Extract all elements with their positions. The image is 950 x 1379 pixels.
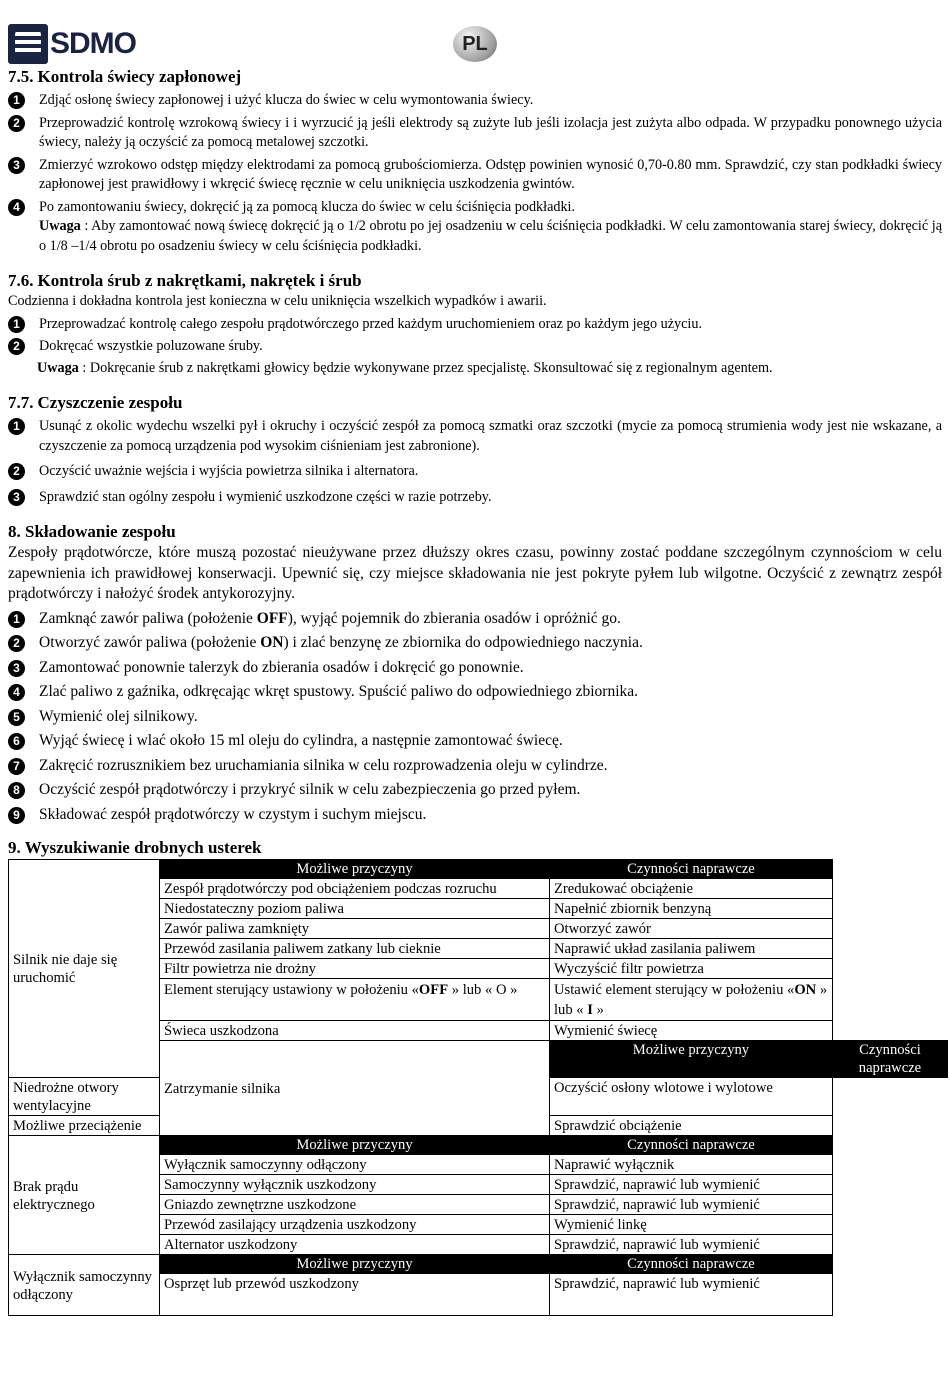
page-header: [0, 0, 950, 70]
number-bullet-icon: 5: [8, 707, 39, 728]
number-bullet-icon: 2: [8, 633, 39, 654]
table-header-row: Zatrzymanie silnika Możliwe przyczyny Czynności naprawcze: [9, 1041, 948, 1078]
document-body: [8, 66, 942, 1316]
number-bullet-icon: 7: [8, 756, 39, 777]
column-header-action: Czynności naprawcze: [550, 860, 833, 879]
list-item: 2 Przeprowadzić kontrolę wzrokową świecy i i wyrzucić ją jeśli elektrody są zużyte lub jeśli izolacja jest zużyta albo odpada. W przypadku ponownego użycia świecy, należy ją oczyścić za pomocą metalowej szczotki.: [8, 114, 942, 153]
list-item: 2 Oczyścić uważnie wejścia i wyjścia powietrza silnika i alternatora.: [8, 462, 942, 482]
list-item: 8 Oczyścić zespół prądotwórczy i przykryć silnik w celu zabezpieczenia go przed pyłem.: [8, 780, 942, 801]
number-bullet-icon: 3: [8, 156, 39, 195]
list-item: 1 Usunąć z okolic wydechu wszelki pył i okruchy i oczyścić zespół za pomocą szmatki oraz szczotki (mycie za pomocą strumienia wody jest nie wskazane, a czyszczenie za pomocą urządzenia pod wysokim ciśnieniam jest zabronione).: [8, 417, 942, 456]
table-row: Zespół prądotwórczy pod obciążeniem podczas rozruchu Zredukować obciążenie: [9, 879, 948, 899]
number-bullet-icon: 1: [8, 609, 39, 630]
list-item: 4 Po zamontowaniu świecy, dokręcić ją za pomocą klucza do świec w celu ściśnięcia podkładki.: [8, 198, 942, 218]
number-bullet-icon: 2: [8, 114, 39, 153]
table-row: Przewód zasilający urządzenia uszkodzony Wymienić linkę: [9, 1215, 948, 1235]
section-heading: 8. Składowanie zespołu: [8, 522, 176, 541]
list-item: 6 Wyjąć świecę i wlać około 15 ml oleju do cylindra, a następnie zamontować świecę.: [8, 731, 942, 752]
troubleshooting-table: [8, 859, 948, 1316]
number-bullet-icon: 1: [8, 417, 39, 456]
symptom-cell: Silnik nie daje się uruchomić: [9, 860, 160, 1078]
table-header-row: [9, 860, 948, 879]
table-header-row: Wyłącznik samoczynny odłączony Możliwe przyczyny Czynności naprawcze: [9, 1255, 948, 1274]
list-item: 4 Zlać paliwo z gaźnika, odkręcając wkręt spustowy. Spuścić paliwo do odpowiedniego zbiornika.: [8, 682, 942, 703]
sdmo-logo-text: SDMO: [50, 27, 136, 60]
table-row: Świeca uszkodzona Wymienić świecę: [9, 1021, 948, 1041]
number-bullet-icon: 3: [8, 488, 39, 508]
table-row: Wyłącznik samoczynny odłączony Naprawić wyłącznik: [9, 1155, 948, 1175]
section-heading: 7.5. Kontrola świecy zapłonowej: [8, 67, 242, 86]
section-7-6: [8, 270, 942, 378]
list-item: 1 Zamknąć zawór paliwa (położenie OFF), wyjąć pojemnik do zbierania osadów i opróżnić go.: [8, 609, 942, 630]
table-row: Gniazdo zewnętrzne uszkodzone Sprawdzić, naprawić lub wymienić: [9, 1195, 948, 1215]
table-row: Możliwe przeciążenie Sprawdzić obciążenie: [9, 1116, 948, 1136]
number-bullet-icon: 1: [8, 315, 39, 335]
table-row: Samoczynny wyłącznik uszkodzony Sprawdzić, naprawić lub wymienić: [9, 1175, 948, 1195]
table-cell: Element sterujący ustawiony w położeniu «OFF » lub « O »: [160, 979, 550, 1021]
table-row: Osprzęt lub przewód uszkodzony Sprawdzić, naprawić lub wymienić: [9, 1274, 948, 1316]
number-bullet-icon: 6: [8, 731, 39, 752]
number-bullet-icon: 8: [8, 780, 39, 801]
table-row: Zawór paliwa zamknięty Otworzyć zawór: [9, 919, 948, 939]
section-7-7: [8, 392, 942, 507]
table-row: Przewód zasilania paliwem zatkany lub cieknie Naprawić układ zasilania paliwem: [9, 939, 948, 959]
note: Uwaga : Dokręcanie śrub z nakrętkami głowicy będzie wykonywane przez specjalistę. Skonsultować się z regionalnym agentem.: [37, 359, 773, 376]
number-bullet-icon: 3: [8, 658, 39, 679]
table-header-row: Brak prądu elektrycznego Możliwe przyczyny Czynności naprawcze: [9, 1136, 948, 1155]
list-item: 7 Zakręcić rozrusznikiem bez uruchamiania silnika w celu rozprowadzenia oleju w cylindrze.: [8, 756, 942, 777]
section-8: [8, 521, 942, 825]
list-item: 1 Zdjąć osłonę świecy zapłonowej i użyć klucza do świec w celu wymontowania świecy.: [8, 91, 942, 111]
section-heading: 7.7. Czyszczenie zespołu: [8, 393, 183, 412]
sdmo-logo: [8, 22, 136, 66]
list-item: 3 Zmierzyć wzrokowo odstęp między elektrodami za pomocą grubościomierza. Odstęp powinien wynosić 0,70-0.80 mm. Sprawdzić, czy stan podkładki świecy zapłonowej jest prawidłowy i wkręcić świecę ręcznie w celu uniknięcia uszkodzenia gwintów.: [8, 156, 942, 195]
section-9: [8, 837, 942, 1316]
section-intro: Codzienna i dokładna kontrola jest konieczna w celu uniknięcia wszelkich wypadków i awarii.: [8, 293, 547, 309]
language-badge: PL: [453, 26, 497, 62]
symptom-cell: Zatrzymanie silnika: [160, 1041, 550, 1136]
number-bullet-icon: 4: [8, 198, 39, 218]
table-row: Niedrożne otwory wentylacyjne Oczyścić osłony wlotowe i wylotowe: [9, 1078, 948, 1116]
table-cell: Ustawić element sterujący w położeniu «ON » lub « I »: [550, 979, 833, 1021]
section-7-5: [8, 66, 942, 256]
symptom-cell: Brak prądu elektrycznego: [9, 1136, 160, 1255]
number-bullet-icon: 2: [8, 462, 39, 482]
section-intro: Zespoły prądotwórcze, które muszą pozostać nieużywane przez dłuższy okres czasu, powinny zostać poddane szczególnym czynnościom w celu zapewnienia ich prawidłowej konserwacji. Upewnić się, czy miejsce składowania nie jest pokryte pyłem lub wilgotne. Oczyścić z zewnątrz zespół prądotwórczy i nałożyć środek antykorozyjny.: [8, 544, 942, 602]
section-heading: 9. Wyszukiwanie drobnych usterek: [8, 838, 262, 857]
table-row: Alternator uszkodzony Sprawdzić, naprawić lub wymienić: [9, 1235, 948, 1255]
list-item: 9 Składować zespół prądotwórczy w czystym i suchym miejscu.: [8, 805, 942, 826]
number-bullet-icon: 9: [8, 805, 39, 826]
sdmo-logo-mark-icon: [8, 24, 48, 64]
number-bullet-icon: 1: [8, 91, 39, 111]
list-item: 2 Otworzyć zawór paliwa (położenie ON) i zlać benzynę ze zbiornika do odpowiedniego naczynia.: [8, 633, 942, 654]
list-item: 2 Dokręcać wszystkie poluzowane śruby.: [8, 337, 942, 357]
section-heading: 7.6. Kontrola śrub z nakrętkami, nakrętek i śrub: [8, 271, 362, 290]
list-item: 3 Zamontować ponownie talerzyk do zbierania osadów i dokręcić go ponownie.: [8, 658, 942, 679]
table-row: Niedostateczny poziom paliwa Napełnić zbiornik benzyną: [9, 899, 948, 919]
note: Uwaga : Aby zamontować nową świecę dokręcić ją o 1/2 obrotu po jej osadzeniu w celu ściśnięcia podkładki. W celu zamontowania starej świecy, dokręcić ją o 1/8 –1/4 obrotu po osadzeniu świecy w celu ściśnięcia podkładki.: [39, 218, 942, 254]
list-item: 3 Sprawdzić stan ogólny zespołu i wymienić uszkodzone części w razie potrzeby.: [8, 488, 942, 508]
symptom-cell: Wyłącznik samoczynny odłączony: [9, 1255, 160, 1316]
list-item: 5 Wymienić olej silnikowy.: [8, 707, 942, 728]
table-row: Filtr powietrza nie drożny Wyczyścić filtr powietrza: [9, 959, 948, 979]
column-header-cause: Możliwe przyczyny: [160, 860, 550, 879]
number-bullet-icon: 4: [8, 682, 39, 703]
number-bullet-icon: 2: [8, 337, 39, 357]
list-item: 1 Przeprowadzać kontrolę całego zespołu prądotwórczego przed każdym uruchomieniem oraz po każdym jego użyciu.: [8, 315, 942, 335]
